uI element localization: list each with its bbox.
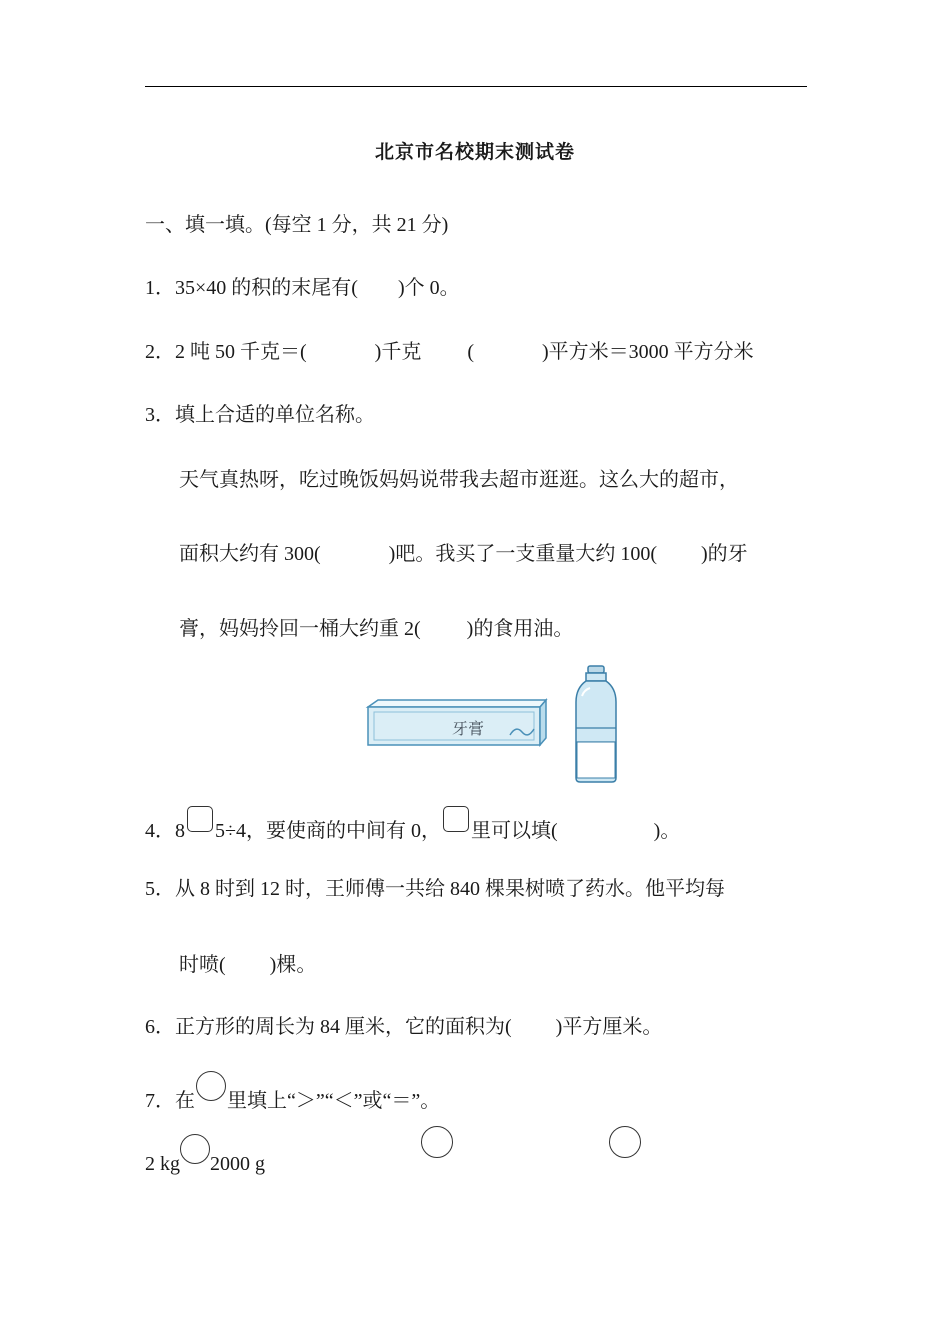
digit-box-reference: [443, 806, 469, 832]
question-7: 7．在 里填上“＞”“＜”或“＝”。: [145, 1079, 440, 1113]
toothpaste-box-image: [368, 700, 546, 745]
question-2: 2．2 吨 50 千克＝( )千克 ( )平方米＝3000 平方分米: [145, 341, 754, 363]
circle-reference: [196, 1071, 226, 1101]
question-number: 6．: [145, 1016, 175, 1038]
question-6: 6．正方形的周长为 84 厘米，它的面积为( )平方厘米。: [145, 1016, 663, 1038]
top-rule: [145, 86, 807, 87]
question-number: 3．: [145, 404, 175, 426]
question-5: 5．从 8 时到 12 时，王师傅一共给 840 棵果树喷了药水。他平均每: [145, 878, 725, 900]
question-number: 4．: [145, 820, 175, 842]
question-number: 7．: [145, 1090, 175, 1112]
compare-circle[interactable]: [609, 1126, 641, 1158]
question-number: 1．: [145, 277, 175, 299]
question-number: 5．: [145, 878, 175, 900]
q5-line-2: 时喷( )棵。: [179, 954, 317, 976]
question-4: 4．8 5÷4，要使商的中间有 0， 里可以填( )。: [145, 814, 680, 843]
q3-story-line-1: 天气真热呀，吃过晚饭妈妈说带我去超市逛逛。这么大的超市，: [179, 469, 739, 491]
page-title: 北京市名校期末测试卷: [374, 142, 575, 163]
oil-bottle-image: [576, 666, 616, 782]
question-number: 2．: [145, 341, 175, 363]
compare-circle[interactable]: [421, 1126, 453, 1158]
question-1: 1．35×40 的积的末尾有( )个 0。: [145, 277, 460, 299]
q3-illustration: [360, 660, 630, 785]
compare-circle[interactable]: [180, 1134, 210, 1164]
toothpaste-label: 牙膏: [451, 719, 485, 738]
q3-story-line-2: 面积大约有 300( )吧。我买了一支重量大约 100( )的牙: [179, 543, 748, 565]
section-heading: 一、填一填。(每空 1 分，共 21 分): [145, 214, 449, 236]
q3-story-line-3: 膏，妈妈拎回一桶大约重 2( )的食用油。: [179, 618, 574, 640]
q7-item-1: 2 kg 2000 g: [145, 1142, 265, 1176]
question-3: 3．填上合适的单位名称。: [145, 404, 375, 426]
digit-box[interactable]: [187, 806, 213, 832]
